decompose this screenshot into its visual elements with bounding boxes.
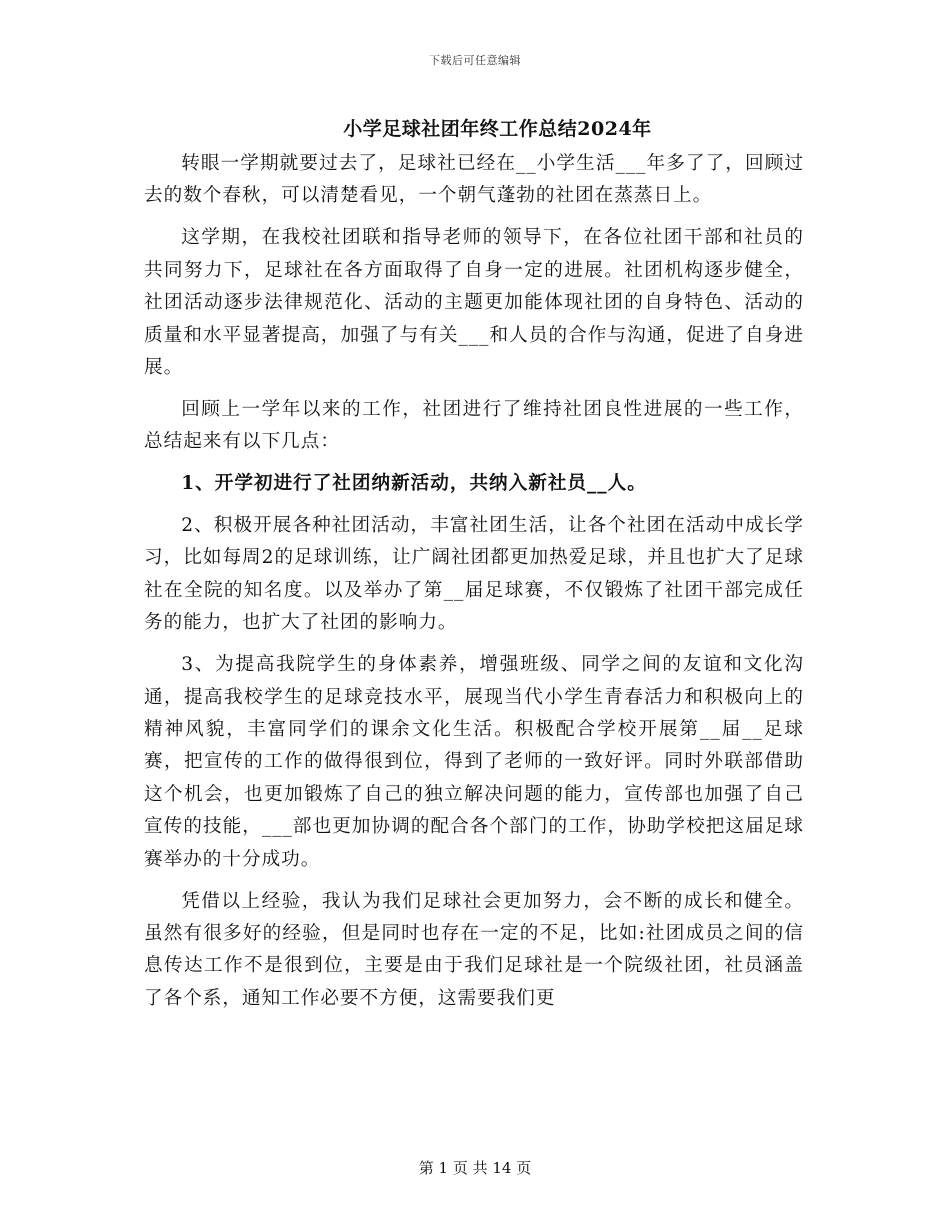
document-title: 小学足球社团年终工作总结2024年 [343, 118, 652, 140]
paragraph-intro: 转眼一学期就要过去了，足球社已经在__小学生活___年多了了，回顾过去的数个春秋，可以清楚看见，一个朝气蓬勃的社团在蒸蒸日上。 [144, 153, 804, 207]
document-body [144, 148, 804, 1025]
paragraph-conclusion: 凭借以上经验，我认为我们足球社会更加努力，会不断的成长和健全。虽然有很多好的经验，但是同时也存在一定的不足，比如:社团成员之间的信息传达工作不是很到位，主要是由于我们足球社是一个院级社团，社员涵盖了各个系，通知工作必要不方便，这需要我们更 [144, 890, 804, 1009]
page-number: 第 1 页 共 14 页 [418, 1159, 532, 1177]
paragraph-point-2: 2、积极开展各种社团活动，丰富社团生活，让各个社团在活动中成长学习，比如每周2的足球训练，让广阔社团都更加热爱足球，并且也扩大了足球社在全院的知名度。以及举办了第__届足球赛，不仅锻炼了社团干部完成任务的能力，也扩大了社团的影响力。 [144, 515, 804, 634]
page-header-note: 下载后可任意编辑 [429, 54, 521, 67]
paragraph-review: 回顾上一学年以来的工作，社团进行了维持社团良性进展的一些工作，总结起来有以下几点： [144, 398, 804, 453]
paragraph-point-1: 1、开学初进行了社团纳新活动，共纳入新社员__人。 [181, 473, 647, 495]
paragraph-semester: 这学期，在我校社团联和指导老师的领导下，在各位社团干部和社员的共同努力下，足球社在各方面取得了自身一定的进展。社团机构逐步健全，社团活动逐步法律规范化、活动的主题更加能体现社团的自身特色、活动的质量和水平显著提高，加强了与有关___和人员的合作与沟通，促进了自身进展。 [144, 227, 804, 378]
paragraph-point-3: 3、为提高我院学生的身体素养，增强班级、同学之间的友谊和文化沟通，提高我校学生的足球竞技水平，展现当代小学生青春活力和积极向上的精神风貌，丰富同学们的课余文化生活。积极配合学校开展第__届__足球赛，把宣传的工作的做得很到位，得到了老师的一致好评。同时外联部借助这个机会，也更加锻炼了自己的独立解决问题的能力，宣传部也加强了自己宣传的技能，___部也更加协调的配合各个部门的工作，协助学校把这届足球赛举办的十分成功。 [144, 654, 804, 870]
